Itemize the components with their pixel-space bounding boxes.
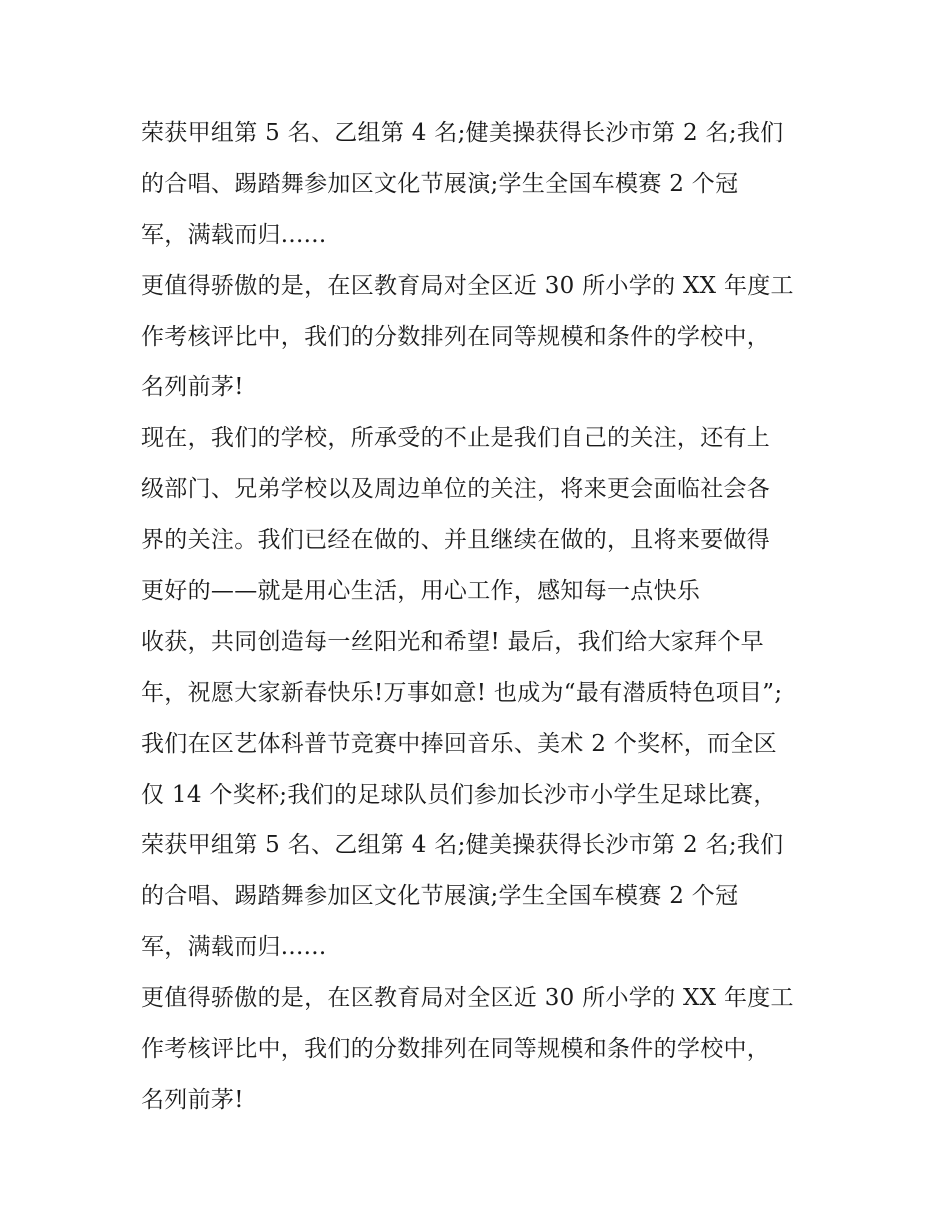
text-line: 作考核评比中，我们的分数排列在同等规模和条件的学校中， <box>141 323 771 350</box>
text-line: 收获，共同创造每一丝阳光和希望! 最后，我们给大家拜个早 <box>141 628 764 655</box>
text-line: 荣获甲组第 5 名、乙组第 4 名;健美操获得长沙市第 2 名;我们 <box>141 120 784 146</box>
body-text <box>141 108 821 1126</box>
text-line: 更值得骄傲的是，在区教育局对全区近 30 所小学的 XX 年度工 <box>141 985 794 1012</box>
text-line: 名列前茅! <box>141 374 244 401</box>
text-line: 年，祝愿大家新春快乐!万事如意! 也成为“最有潜质特色项目”; <box>141 679 783 706</box>
text-line: 军，满载而归...... <box>141 221 327 248</box>
text-line: 军，满载而归...... <box>141 934 327 961</box>
text-line: 仅 14 个奖杯;我们的足球队员们参加长沙市小学生足球比赛， <box>141 781 777 808</box>
text-line: 更好的——就是用心生活，用心工作，感知每一点快乐 <box>141 578 701 605</box>
text-line: 现在，我们的学校，所承受的不止是我们自己的关注，还有上 <box>141 425 771 452</box>
text-line: 的合唱、踢踏舞参加区文化节展演;学生全国车模赛 2 个冠 <box>141 883 739 910</box>
text-line: 作考核评比中，我们的分数排列在同等规模和条件的学校中， <box>141 1036 771 1063</box>
text-line: 荣获甲组第 5 名、乙组第 4 名;健美操获得长沙市第 2 名;我们 <box>141 832 784 859</box>
text-line: 级部门、兄弟学校以及周边单位的关注，将来更会面临社会各 <box>141 476 771 503</box>
text-line: 更值得骄傲的是，在区教育局对全区近 30 所小学的 XX 年度工 <box>141 272 794 299</box>
text-line: 我们在区艺体科普节竞赛中捧回音乐、美术 2 个奖杯，而全区 <box>141 730 777 757</box>
text-line: 界的关注。我们已经在做的、并且继续在做的，且将来要做得 <box>141 527 771 554</box>
text-line: 名列前茅! <box>141 1086 244 1113</box>
text-line: 的合唱、踢踏舞参加区文化节展演;学生全国车模赛 2 个冠 <box>141 170 739 197</box>
